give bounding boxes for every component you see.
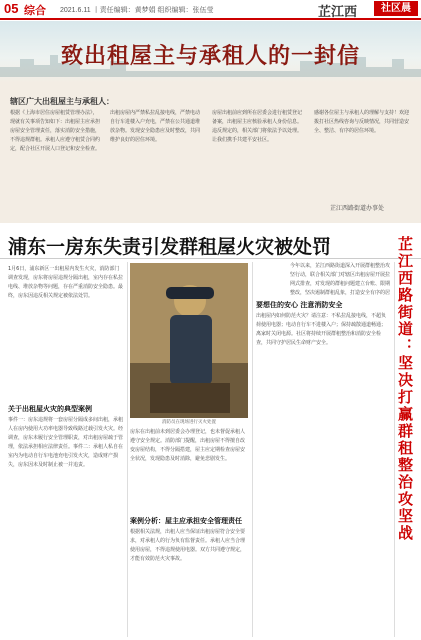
article-lead: 1月6日，浦东新区一出租屋内发生火灾，消防部门调查发现，房东将房屋违规分隔出租，室内存在私拉电线、堆放杂物等问题，存在严重消防安全隐患。最终，房东因违反相关规定被依法处罚。 bbox=[8, 266, 124, 299]
article-column-1: 事件一：房东违规将一套房屋分隔成多间出租，承租人在房内使用大功率电器导致线路过载引发火灾。经调查，房东未履行安全管理职责，对出租房屋疏于管理，依法承担相应法律责任。事件二：承租人私自在室内为电动自行车电池充电引发火灾，造成财产损失，房东因未及时制止被一并追责。 bbox=[8, 417, 124, 468]
article-column-2: 房东在出租前未到居委会办理登记，也未督促承租人遵守安全规定。消防部门提醒，出租房屋不得擅自改变房屋结构，不得分隔搭建，屋主应定期检查房屋安全状况，发现隐患及时消除，避免悲剧发生。 bbox=[130, 429, 246, 462]
photo-caption: 消防员在现场进行灭火处置 bbox=[162, 420, 216, 425]
date-line: 2021.6.11 丨责任编辑：黄梦娟 组织编辑：张伍莹 bbox=[60, 7, 214, 14]
subhead-fire-safety: 要想住的安心 注意消防安全 bbox=[256, 301, 343, 309]
paper-name: 芷江西 bbox=[318, 5, 358, 20]
article-column-4: 出租屋内如何防范火灾？请注意：不私拉乱接电线，不超负荷使用电器；电动自行车不进楼入户；保持疏散通道畅通；离家时关闭电源。社区将持续开展群租整治和消防安全检查，共同守护居民生命财产安全。 bbox=[256, 313, 387, 346]
article-column-5-intro: 今年以来，芷江西路街道深入开展群租整治攻坚行动，联合相关部门对辖区出租房屋开展拉网式排查，对发现的群租问题建立台账、限期整改，坚决遏制群租乱象，打造安全有序的居 bbox=[290, 263, 390, 296]
newspaper-logo: 社区晨 bbox=[374, 1, 418, 16]
article-headline: 浦东一房东失责引发群租屋火灾被处罚 bbox=[8, 236, 332, 258]
article-column-3: 根据相关法规，出租人应当保证出租房屋符合安全要求，对承租人的行为负有监督责任。承租人应当合理使用房屋，不得违规使用电器。双方共同遵守规定，才能有效防范火灾事故。 bbox=[130, 529, 246, 562]
column-divider bbox=[127, 262, 128, 637]
page-number: 05 bbox=[4, 1, 19, 16]
letter-column-1: 根据《上海市居住房屋租赁管理办法》，现就有关事项告知如下：出租屋主应承担房屋安全管理责任，落实消防安全措施，不得违规群租。承租人应遵守租赁合同约定，配合社区开展人口登记和安全检查。 bbox=[10, 110, 101, 152]
letter-title: 致出租屋主与承租人的一封信 bbox=[60, 43, 360, 69]
headline-rule bbox=[0, 258, 421, 259]
section-label: 综合 bbox=[24, 5, 46, 17]
letter-column-4: 感谢各位屋主与承租人的理解与支持！欢迎拨打社区热线咨询与反映情况，共同营造安全、整洁、有序的居住环境。 bbox=[314, 110, 410, 134]
open-letter-section bbox=[0, 21, 421, 223]
letter-greeting: 辖区广大出租屋主与承租人： bbox=[10, 96, 114, 106]
firefighter-illustration bbox=[130, 263, 248, 418]
column-divider bbox=[394, 262, 395, 637]
letter-column-3: 房屋出租前应到所在居委会进行租赁登记备案，出租屋主应核验承租人身份信息。违反规定的，相关部门将依法予以处理。让我们携手共建平安社区。 bbox=[212, 110, 303, 143]
fire-scene-photo bbox=[130, 263, 248, 418]
subhead-analysis: 案例分析：屋主应承担安全管理责任 bbox=[130, 517, 242, 525]
letter-signature: 芷江西路街道办事处 bbox=[330, 205, 385, 212]
letter-banner bbox=[0, 21, 421, 83]
subhead-cases: 关于出租屋火灾的典型案例 bbox=[8, 405, 92, 413]
letter-column-2: 出租房屋内严禁私拉乱接电线，严禁电动自行车进楼入户充电，严禁在公共通道堆放杂物。发现安全隐患应及时整改，共同维护良好的居住环境。 bbox=[110, 110, 201, 143]
vertical-feature-title: 芷江西路街道：坚决打赢群租整治攻坚战 bbox=[396, 236, 414, 542]
column-divider bbox=[252, 262, 253, 637]
